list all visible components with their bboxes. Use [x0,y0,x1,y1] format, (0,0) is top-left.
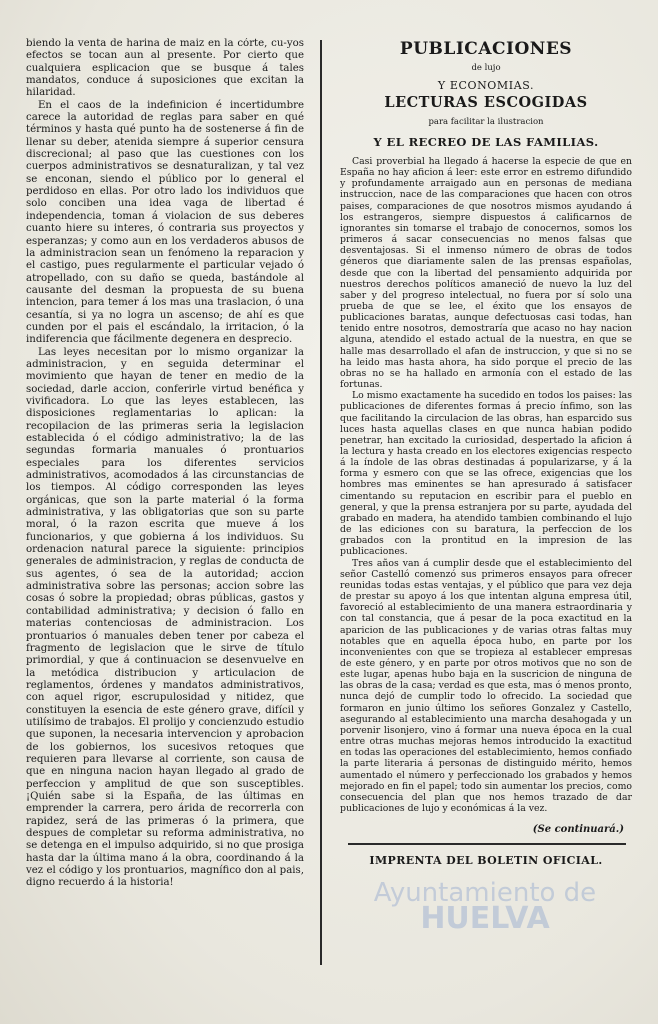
heading-publicaciones: PUBLICACIONES [399,39,573,59]
left-paragraph-1: biendo la venta de harina de maiz en la córte, cu-yos efectos se tocan aun al presente. Por cierto que cualquiera esplicacion que se busque á tales mandatos, conduce á suposiciones que excitan la hilaridad. [26,38,304,99]
left-paragraph-2: En el caos de la indefinicion é incertidumbre carece la autoridad de reglas para saber en qué términos y hasta qué punto ha de sostenerse á fin de llenar su deber, atenida siempre á superior censura discrecional; al paso que las cuestiones con los cuerpos administrativos se desnaturalizan, y tal vez se enconan, siendo el público por lo general el perdidoso en ellas. Por otro lado los individuos que solo conciben una idea vaga de libertad é independencia, toman á violacion de sus deberes cuanto hiere su interes, ó contraria sus proyectos y esperanzas; y como aun en los verdaderos abusos de la administracion sean un fenómeno la reparacion y el castigo, pues regularmente el particular vejado ó atropellado, con su daño se queda, bastándole al causante del desman la propuesta de su buena intencion, para temer á los mas una traslacion, ó una cesantía, si ya no logra un ascenso; de ahí es que cunden por el pais el escándalo, la irritacion, ó la indiferencia que fácilmente degenera en desprecio. [26,99,304,346]
heading-economias: Y ECONOMIAS. [437,79,535,93]
heading-de-lujo: de lujo [471,63,501,74]
heading-lecturas-escogidas: LECTURAS ESCOGIDAS [384,94,588,112]
left-column [26,38,304,978]
right-column [340,39,632,974]
heading-recreo-familias: Y EL RECREO DE LAS FAMILIAS. [373,134,599,149]
column-divider [320,40,322,965]
heading-para-facilitar: para facilitar la ilustracion [428,116,544,127]
watermark-line-2: HUELVA [420,901,550,936]
right-paragraph-1: Casi proverbial ha llegado á hacerse la especie de que en España no hay aficion á leer: este error en estremo difundido y profundamente arraigado aun en personas de mediana instruccion, nace de las comparaciones que hacen con otros paises, comparaciones de que nosotros mismos ayudando á los estrangeros, siempre dispuestos á calificarnos de ignorantes sin tomarse el trabajo de conocernos, somos los primeros á sacar consecuencias no menos falsas que desventajosas. Si el inmenso número de obras de todos géneros que diariamente salen de las prensas españolas, desde que con la libertad del pensamiento adquirida por nuestros derechos políticos amaneció de nuevo la luz del saber y del progreso intelectual, no fuera por sí solo una prueba de que se lee, el éxito que los ensayos de publicaciones baratas, aunque defectuosas casi todas, han tenido entre nosotros, demostraría que acaso no hay nacion alguna, atendido el estado actual de la nuestra, en que se halle mas desarrollado el afan de instruccion, y que si no se ha leido mas hasta ahora, ha sido porque el precio de las obras no se ha hallado en armonía con el estado de las fortunas. [340,155,632,391]
watermark-line-1: Ayuntamiento de [373,878,597,908]
right-paragraph-3: Tres años van á cumplir desde que el establecimiento del señor Castelló comenzó sus primeros ensayos para ofrecer reunidas todas estas ventajas, y el público que para vez deja de prestar su apoyo á los que intentan alguna empresa útil, favoreció al establecimiento de una manera estraordinaria y con tal constancia, que á pesar de la poca exactitud en la aparicion de las publicaciones y de varias otras faltas muy notables que en aquella época hubo, en parte por los inconvenientes con que se tropieza al establecer empresas de este género, y en parte por otros motivos que no son de este lugar, apenas hubo baja en la suscricion de ninguna de las obras de la casa; verdad es que esta, mas ó menos pronto, nunca dejó de cumplir todo lo ofrecido. La sociedad que formaron en junio último los señores Gonzalez y Castello, asegurando al establecimiento una marcha desahogada y un porvenir lisonjero, vino á formar una nueva época en la cual entre otras muchas mejoras hemos introducido la exactitud en todas las operaciones del establecimiento, hemos confiado la parte literaria á personas de distinguido mérito, hemos aumentado el número y perfeccionado los grabados y hemos mejorado en fin el papel; todo sin aumentar los precios, como consecuencia del plan que nos hemos trazado de dar publicaciones de lujo y económicas á la vez. [340,557,632,814]
closing-rule [348,843,626,845]
right-paragraph-2: Lo mismo exactamente ha sucedido en todos los paises: las publicaciones de diferentes formas á precio ínfimo, son las que facilitando la circulacion de las obras, han esparcido sus luces hasta aquellas clases en que nunca habian podido penetrar, han excitado la curiosidad, despertado la aficion á la lectura y hasta creado en los electores exigencias respecto á la índole de las obras destinadas á popularizarse, y á la forma y esmero con que se las ofrece, exigencias que los hombres mas eminentes se han apresurado á satisfacer cimentando su reputacion en escribir para el pueblo en general, y que la prensa estranjera por su parte, ayudada del grabado en madera, ha atendido tambien combinando el lujo de las ediciones con su baratura, la perfeccion de los grabados con la prontitud en la impresion de las publicaciones. [340,390,632,558]
left-paragraph-3: Las leyes necesitan por lo mismo organizar la administracion, y en seguida determinar el movimiento que hayan de tener en medio de la sociedad, darle accion, conferirle virtud benéfica y vivificadora. Lo que las leyes establecen, las disposiciones reglamentarias lo aplican: la recopilacion de las primeras seria la legislacion establecida ó el código administrativo; la de las segundas formaria manuales ó prontuarios especiales para los diferentes servicios administrativos, acomodados á las circunstancias de los tiempos. Al código corresponden las leyes orgánicas, que son la parte material ó la forma administrativa, y las obligatorias que son su parte moral, ó la razon escrita que mueve á los funcionarios, y que gobierna á los individuos. Su ordenacion natural parece la siguiente: principios generales de administracion, y reglas de conducta de sus agentes, ó sea de la autoridad; accion administrativa sobre las personas; accion sobre las cosas ó sobre la propiedad; obras públicas, gastos y contabilidad administrativa; y decision ó fallo en materias contenciosas de administracion. Los prontuarios ó manuales deben tener por cabeza el fragmento de legislacion que le sirve de título primordial, y que á continuacion se desenvuelve en la metódica distribucion y articulacion de reglamentos, órdenes y mandatos administrativos, con aquel rigor, escrupulosidad y nitidez, que constituyen la esencia de este género grave, difícil y utilísimo de trabajos. El prolijo y concienzudo estudio que suponen, la necesaria intervencion y aprobacion de los gobiernos, los sucesivos retoques que requieren para llevarse al corriente, son causa de que en ninguna nacion hayan llegado al grado de perfeccion y amplitud de que son susceptibles. ¡Quién sabe si la España, de las últimas en emprender la carrera, pero árida de recorrerla con rapidez, será de las primeras ó la primera, que despues de completar su reforma administrativa, no se detenga en el impulso adquirido, si no que prosiga hasta dar la última mano á la obra, coordinando á la vez el código y los prontuarios, magnífico don al pais, digno recuerdo á la historia! [26,346,304,889]
continued-note: (Se continuará.) [532,824,624,836]
imprenta-footer: IMPRENTA DEL BOLETIN OFICIAL. [369,854,603,868]
